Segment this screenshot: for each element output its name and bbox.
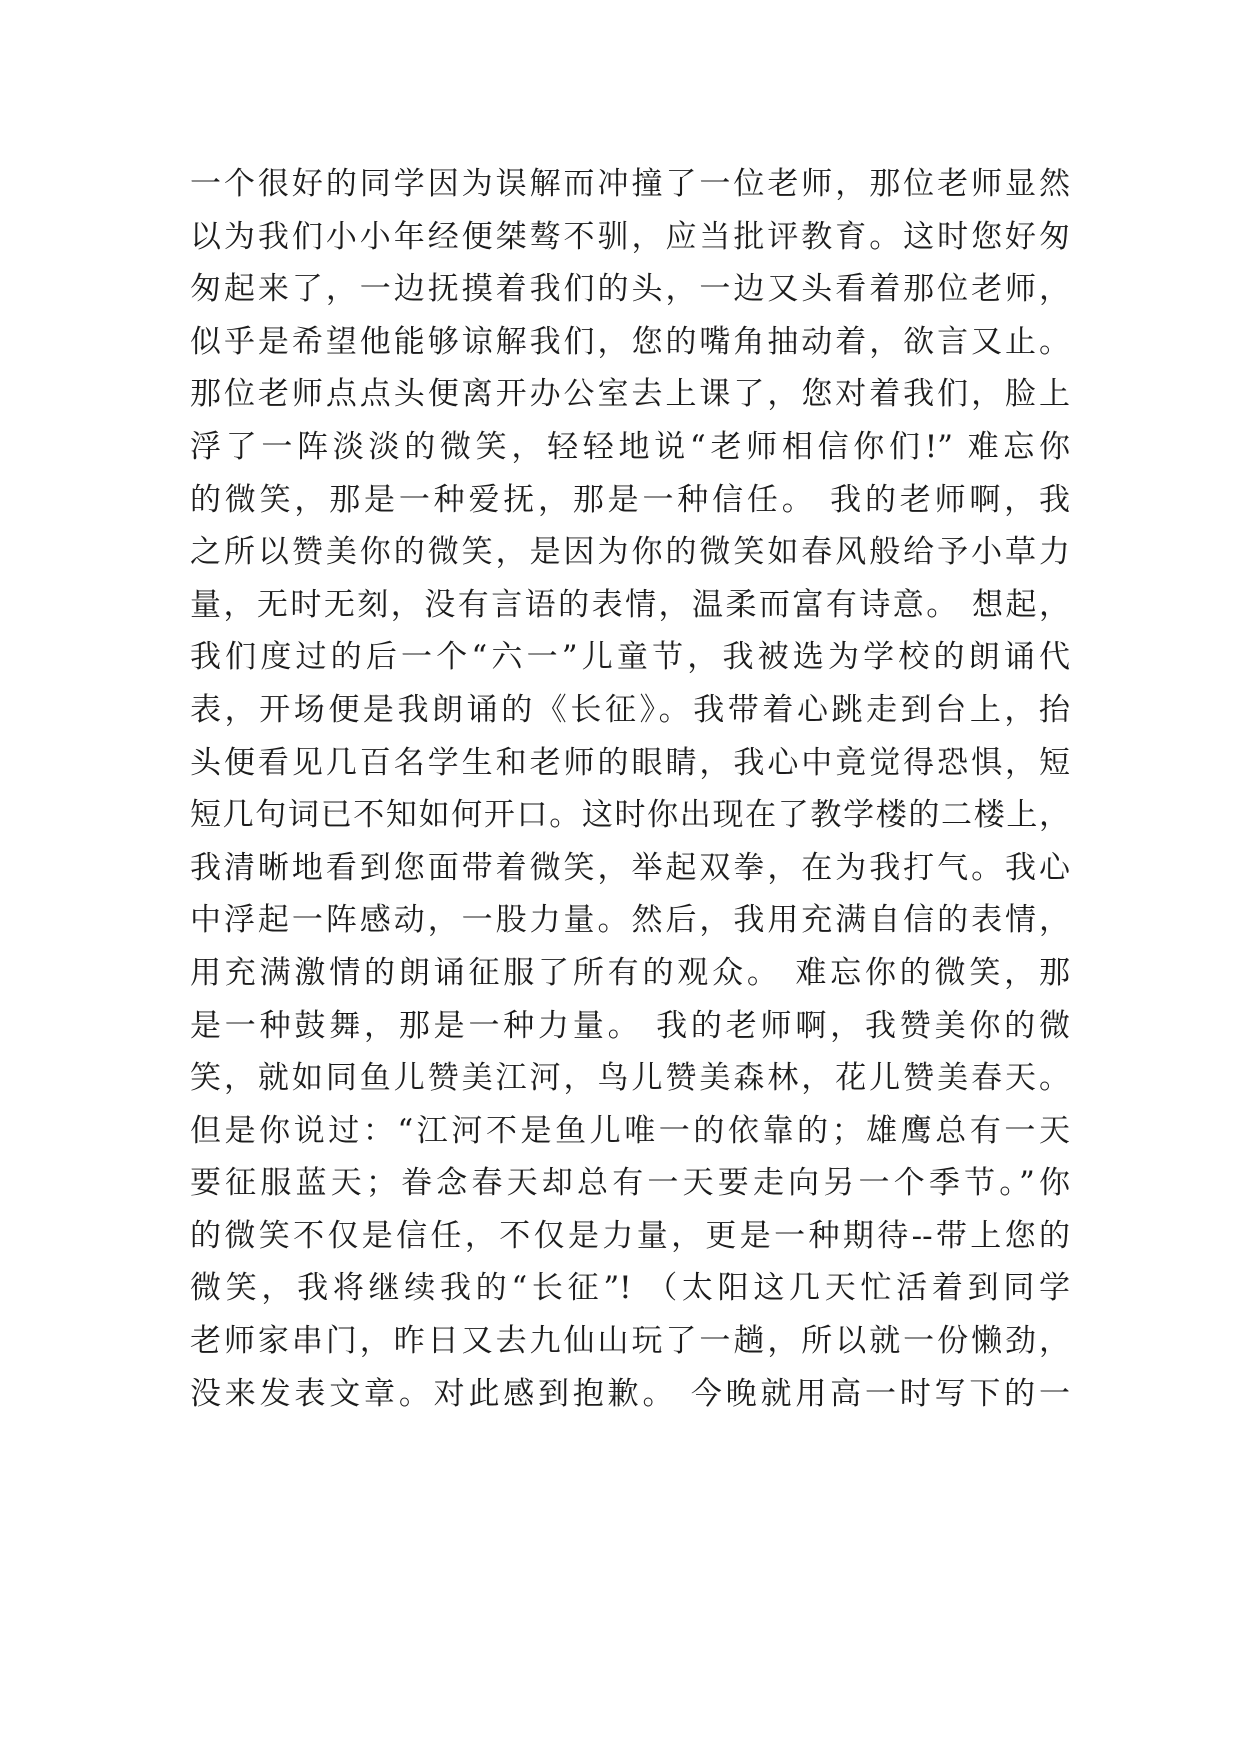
text-line: 表，开场便是我朗诵的《长征》。我带着心跳走到台上，抬 [190,691,1070,728]
text-line: 的微笑不仅是信任，不仅是力量，更是一种期待--带上您的 [190,1217,1070,1254]
text-line: 用充满激情的朗诵征服了所有的观众。 难忘你的微笑，那 [190,954,1070,991]
body-text [190,158,1070,1420]
text-line: 我们度过的后一个“六一”儿童节，我被选为学校的朗诵代 [190,639,1070,676]
text-line: 一个很好的同学因为误解而冲撞了一位老师，那位老师显然 [190,166,1070,202]
text-line: 量，无时无刻，没有言语的表情，温柔而富有诗意。 想起， [190,586,1070,623]
text-line: 笑，就如同鱼儿赞美江河，鸟儿赞美森林，花儿赞美春天。 [190,1060,1070,1097]
text-line: 那位老师点点头便离开办公室去上课了，您对着我们，脸上 [190,376,1070,413]
text-line: 但是你说过：“江河不是鱼儿唯一的依靠的；雄鹰总有一天 [190,1112,1070,1149]
text-line: 老师家串门，昨日又去九仙山玩了一趟，所以就一份懒劲， [190,1323,1070,1360]
text-line: 匆起来了，一边抚摸着我们的头，一边又头看着那位老师， [190,271,1070,308]
text-line: 似乎是希望他能够谅解我们，您的嘴角抽动着，欲言又止。 [190,323,1070,360]
text-line: 中浮起一阵感动，一股力量。然后，我用充满自信的表情， [190,902,1070,939]
text-line: 的微笑，那是一种爱抚，那是一种信任。 我的老师啊，我 [190,481,1070,518]
text-line: 没来发表文章。对此感到抱歉。 今晚就用高一时写下的一 [190,1375,1070,1412]
text-line: 我清晰地看到您面带着微笑，举起双拳，在为我打气。我心 [190,849,1070,886]
text-line: 要征服蓝天；眷念春天却总有一天要走向另一个季节。”你 [190,1165,1070,1202]
text-line: 浮了一阵淡淡的微笑，轻轻地说“老师相信你们!” 难忘你 [190,428,1070,465]
text-line: 之所以赞美你的微笑，是因为你的微笑如春风般给予小草力 [190,534,1070,571]
text-line: 短几句词已不知如何开口。这时你出现在了教学楼的二楼上， [190,797,1070,834]
text-line: 以为我们小小年经便桀骜不驯，应当批评教育。这时您好匆 [190,218,1070,255]
text-line: 微笑，我将继续我的“长征”! （太阳这几天忙活着到同学 [190,1270,1070,1307]
text-line: 是一种鼓舞，那是一种力量。 我的老师啊，我赞美你的微 [190,1007,1070,1044]
text-line: 头便看见几百名学生和老师的眼睛，我心中竟觉得恐惧，短 [190,744,1070,781]
